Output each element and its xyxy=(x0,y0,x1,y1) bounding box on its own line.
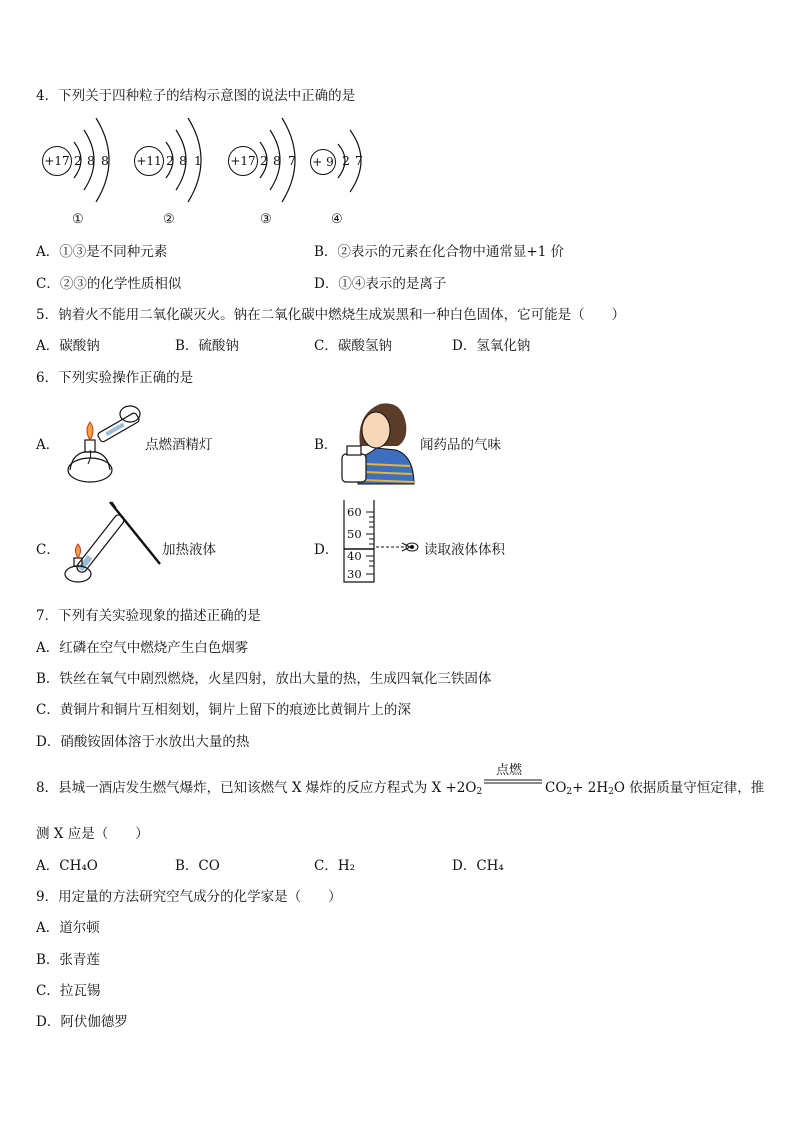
atom-label-4: ④ xyxy=(331,212,343,227)
q7-option-c[interactable]: C．黄铜片和铜片互相刻划，铜片上留下的痕迹比黄铜片上的深 xyxy=(36,702,411,718)
q4-option-d[interactable]: D．①④表示的是离子 xyxy=(314,276,447,292)
atom-label-3: ③ xyxy=(260,212,272,227)
reaction-arrow-equals-icon xyxy=(484,779,542,785)
nucleus-3: +17 xyxy=(228,146,258,176)
q9-option-d[interactable]: D．阿伏伽德罗 xyxy=(36,1014,128,1030)
person-smelling-icon xyxy=(336,396,416,486)
q5-stem: 5．钠着火不能用二氧化碳灭火。钠在二氧化碳中燃烧生成炭黑和一种白色固体，它可能是（ ） xyxy=(36,307,626,323)
q8-option-b[interactable]: B．CO xyxy=(175,858,220,874)
q4-option-a[interactable]: A．①③是不同种元素 xyxy=(36,244,168,260)
atom-label-1: ① xyxy=(72,212,84,227)
q7-option-b[interactable]: B．铁丝在氧气中剧烈燃烧，火星四射，放出大量的热，生成四氧化三铁固体 xyxy=(36,671,492,687)
electron-shell-arcs-4 xyxy=(334,122,384,202)
q6-option-b-letter[interactable]: B． xyxy=(314,437,338,453)
q4-stem: 4．下列关于四种粒子的结构示意图的说法中正确的是 xyxy=(36,88,356,104)
q6-stem: 6．下列实验操作正确的是 xyxy=(36,370,194,386)
q6-option-c-letter[interactable]: C． xyxy=(36,542,60,558)
shell-1-2: 8 xyxy=(87,153,95,168)
alcohol-lamp-lighting-icon xyxy=(62,400,152,490)
q5-option-c[interactable]: C．碳酸氢钠 xyxy=(314,338,392,354)
cylinder-tick-40: 40 xyxy=(347,549,362,563)
shell-3-2: 8 xyxy=(273,153,281,168)
q9-stem: 9．用定量的方法研究空气成分的化学家是（ ） xyxy=(36,889,342,905)
q8-products: $CO_2+ 2H_2O$ 依据质量守恒定律，推 xyxy=(545,780,765,797)
q6-option-d-letter[interactable]: D． xyxy=(314,542,339,558)
heating-liquid-icon xyxy=(62,496,162,586)
q8-stem-after: 依据质量守恒定律，推 xyxy=(629,780,765,796)
q4-option-c[interactable]: C．②③的化学性质相似 xyxy=(36,276,182,292)
nucleus-1: +17 xyxy=(42,146,72,176)
q8-stem-before: 8．县城一酒店发生燃气爆炸，已知该燃气 X 爆炸的反应方程式为 X +2O xyxy=(36,780,477,796)
electron-shell-arcs-3 xyxy=(254,116,314,206)
shell-4-2: 7 xyxy=(355,153,363,168)
q7-stem: 7．下列有关实验现象的描述正确的是 xyxy=(36,608,261,624)
q6-option-a-caption: 点燃酒精灯 xyxy=(145,437,213,453)
atom-label-2: ② xyxy=(163,212,175,227)
q7-option-a[interactable]: A．红磷在空气中燃烧产生白色烟雾 xyxy=(36,640,249,656)
shell-4-1: 2 xyxy=(342,153,350,168)
nucleus-4: + 9 xyxy=(310,149,336,175)
q8-option-a[interactable]: A．CH₄O xyxy=(36,858,98,874)
q6-option-c-caption: 加热液体 xyxy=(162,542,216,558)
q4-option-b[interactable]: B．②表示的元素在化合物中通常显+1 价 xyxy=(314,244,565,260)
q8-option-c[interactable]: C．H₂ xyxy=(314,858,356,874)
q8-stem-line1: 8．县城一酒店发生燃气爆炸，已知该燃气 X 爆炸的反应方程式为 $X +2O_2$ xyxy=(36,780,483,797)
cylinder-tick-60: 60 xyxy=(347,505,362,519)
reaction-condition: 点燃 xyxy=(496,763,523,778)
cylinder-tick-50: 50 xyxy=(347,527,362,541)
q9-option-c[interactable]: C．拉瓦锡 xyxy=(36,983,101,999)
q6-option-d-caption: 读取液体体积 xyxy=(424,542,505,558)
shell-3-3: 7 xyxy=(288,153,296,168)
shell-2-3: 1 xyxy=(194,153,202,168)
q7-option-d[interactable]: D．硝酸铵固体溶于水放出大量的热 xyxy=(36,734,250,750)
q5-option-a[interactable]: A．碳酸钠 xyxy=(36,338,100,354)
shell-2-2: 8 xyxy=(179,153,187,168)
q6-option-a-letter[interactable]: A． xyxy=(36,437,60,453)
q9-option-b[interactable]: B．张青莲 xyxy=(36,952,100,968)
electron-shell-arcs-1 xyxy=(68,116,128,206)
shell-1-3: 8 xyxy=(101,153,109,168)
q5-option-d[interactable]: D．氢氧化钠 xyxy=(452,338,531,354)
q9-option-a[interactable]: A．道尔顿 xyxy=(36,920,100,936)
nucleus-2: +11 xyxy=(134,146,164,176)
q8-option-d[interactable]: D．CH₄ xyxy=(452,858,504,874)
shell-1-1: 2 xyxy=(74,153,82,168)
shell-3-1: 2 xyxy=(260,153,268,168)
q5-option-b[interactable]: B．硫酸钠 xyxy=(175,338,239,354)
q6-option-b-caption: 闻药品的气味 xyxy=(420,437,501,453)
electron-shell-arcs-2 xyxy=(160,116,220,206)
cylinder-tick-30: 30 xyxy=(347,567,362,581)
shell-2-1: 2 xyxy=(166,153,174,168)
q8-stem-line2: 测 X 应是（ ） xyxy=(36,826,149,842)
